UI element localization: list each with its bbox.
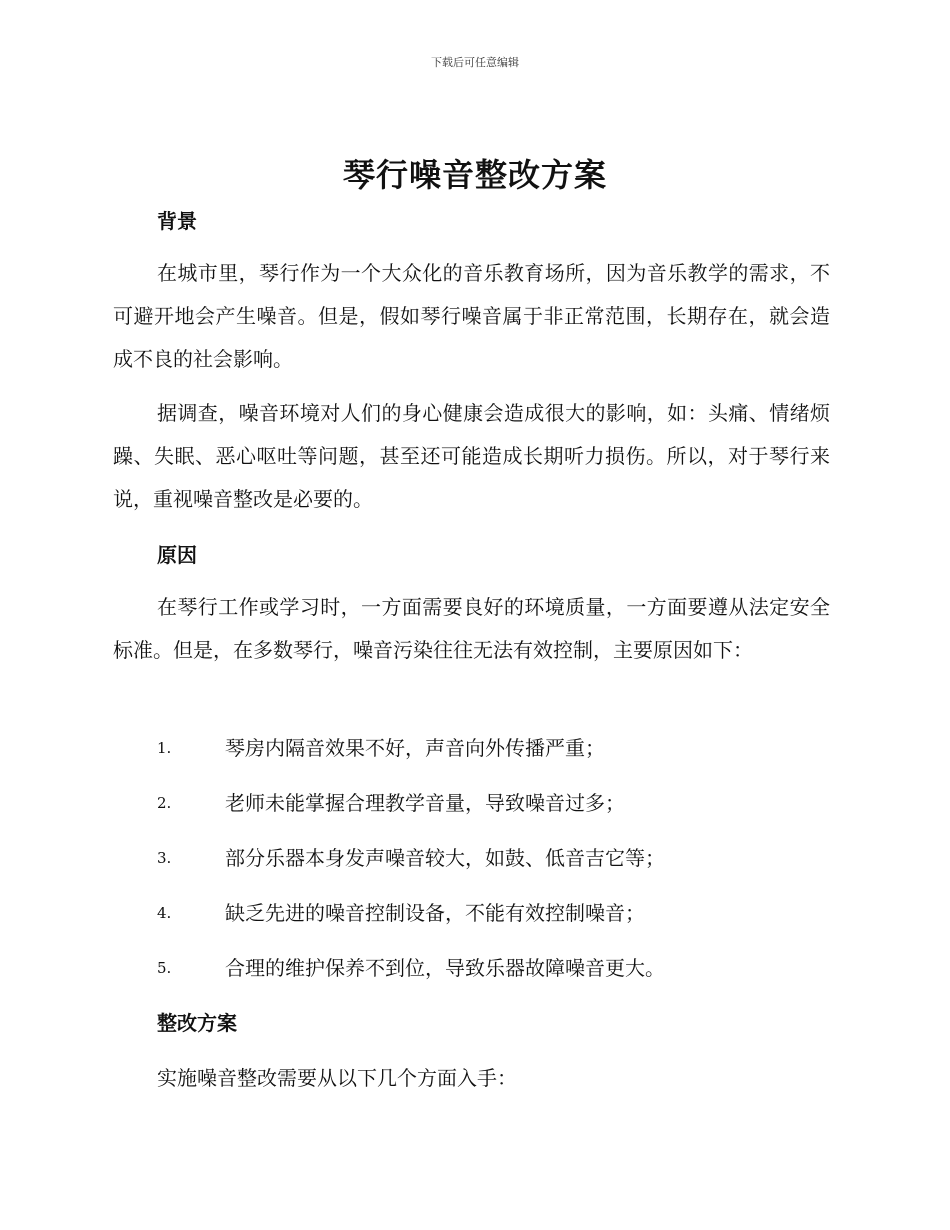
list-item xyxy=(157,953,837,983)
list-item-number: 2. xyxy=(157,794,172,812)
section-heading-background: 背景 xyxy=(157,209,197,233)
background-paragraph-2: 据调查，噪音环境对人们的身心健康会造成很大的影响，如：头痛、情绪烦躁、失眠、恶心呕吐等问题，甚至还可能造成长期听力损伤。所以，对于琴行来说，重视噪音整改是必要的。 xyxy=(113,401,830,511)
list-item-text: 合理的维护保养不到位，导致乐器故障噪音更大。 xyxy=(225,956,665,980)
list-item-number: 1. xyxy=(157,739,172,757)
plan-intro-text: 实施噪音整改需要从以下几个方面入手： xyxy=(157,1066,517,1090)
document-title: 琴行噪音整改方案 xyxy=(342,156,607,194)
list-item-number: 3. xyxy=(157,849,172,867)
header-note: 下载后可任意编辑 xyxy=(431,56,519,69)
section-heading-plan: 整改方案 xyxy=(157,1011,237,1035)
section-heading-causes: 原因 xyxy=(157,543,197,567)
list-item-number: 5. xyxy=(157,959,172,977)
list-item xyxy=(157,898,837,928)
background-paragraph-1: 在城市里，琴行作为一个大众化的音乐教育场所，因为音乐教学的需求，不可避开地会产生噪音。但是，假如琴行噪音属于非正常范围，长期存在，就会造成不良的社会影响。 xyxy=(113,261,830,371)
list-item-number: 4. xyxy=(157,904,172,922)
list-item xyxy=(157,788,837,818)
list-item xyxy=(157,843,837,873)
causes-intro-paragraph: 在琴行工作或学习时，一方面需要良好的环境质量，一方面要遵从法定安全标准。但是，在多数琴行，噪音污染往往无法有效控制，主要原因如下： xyxy=(113,595,830,662)
list-item xyxy=(157,733,837,763)
list-item-text: 琴房内隔音效果不好，声音向外传播严重； xyxy=(225,736,605,760)
list-item-text: 老师未能掌握合理教学音量，导致噪音过多； xyxy=(225,791,625,815)
list-item-text: 缺乏先进的噪音控制设备，不能有效控制噪音； xyxy=(225,901,645,925)
list-item-text: 部分乐器本身发声噪音较大，如鼓、低音吉它等； xyxy=(225,846,665,870)
